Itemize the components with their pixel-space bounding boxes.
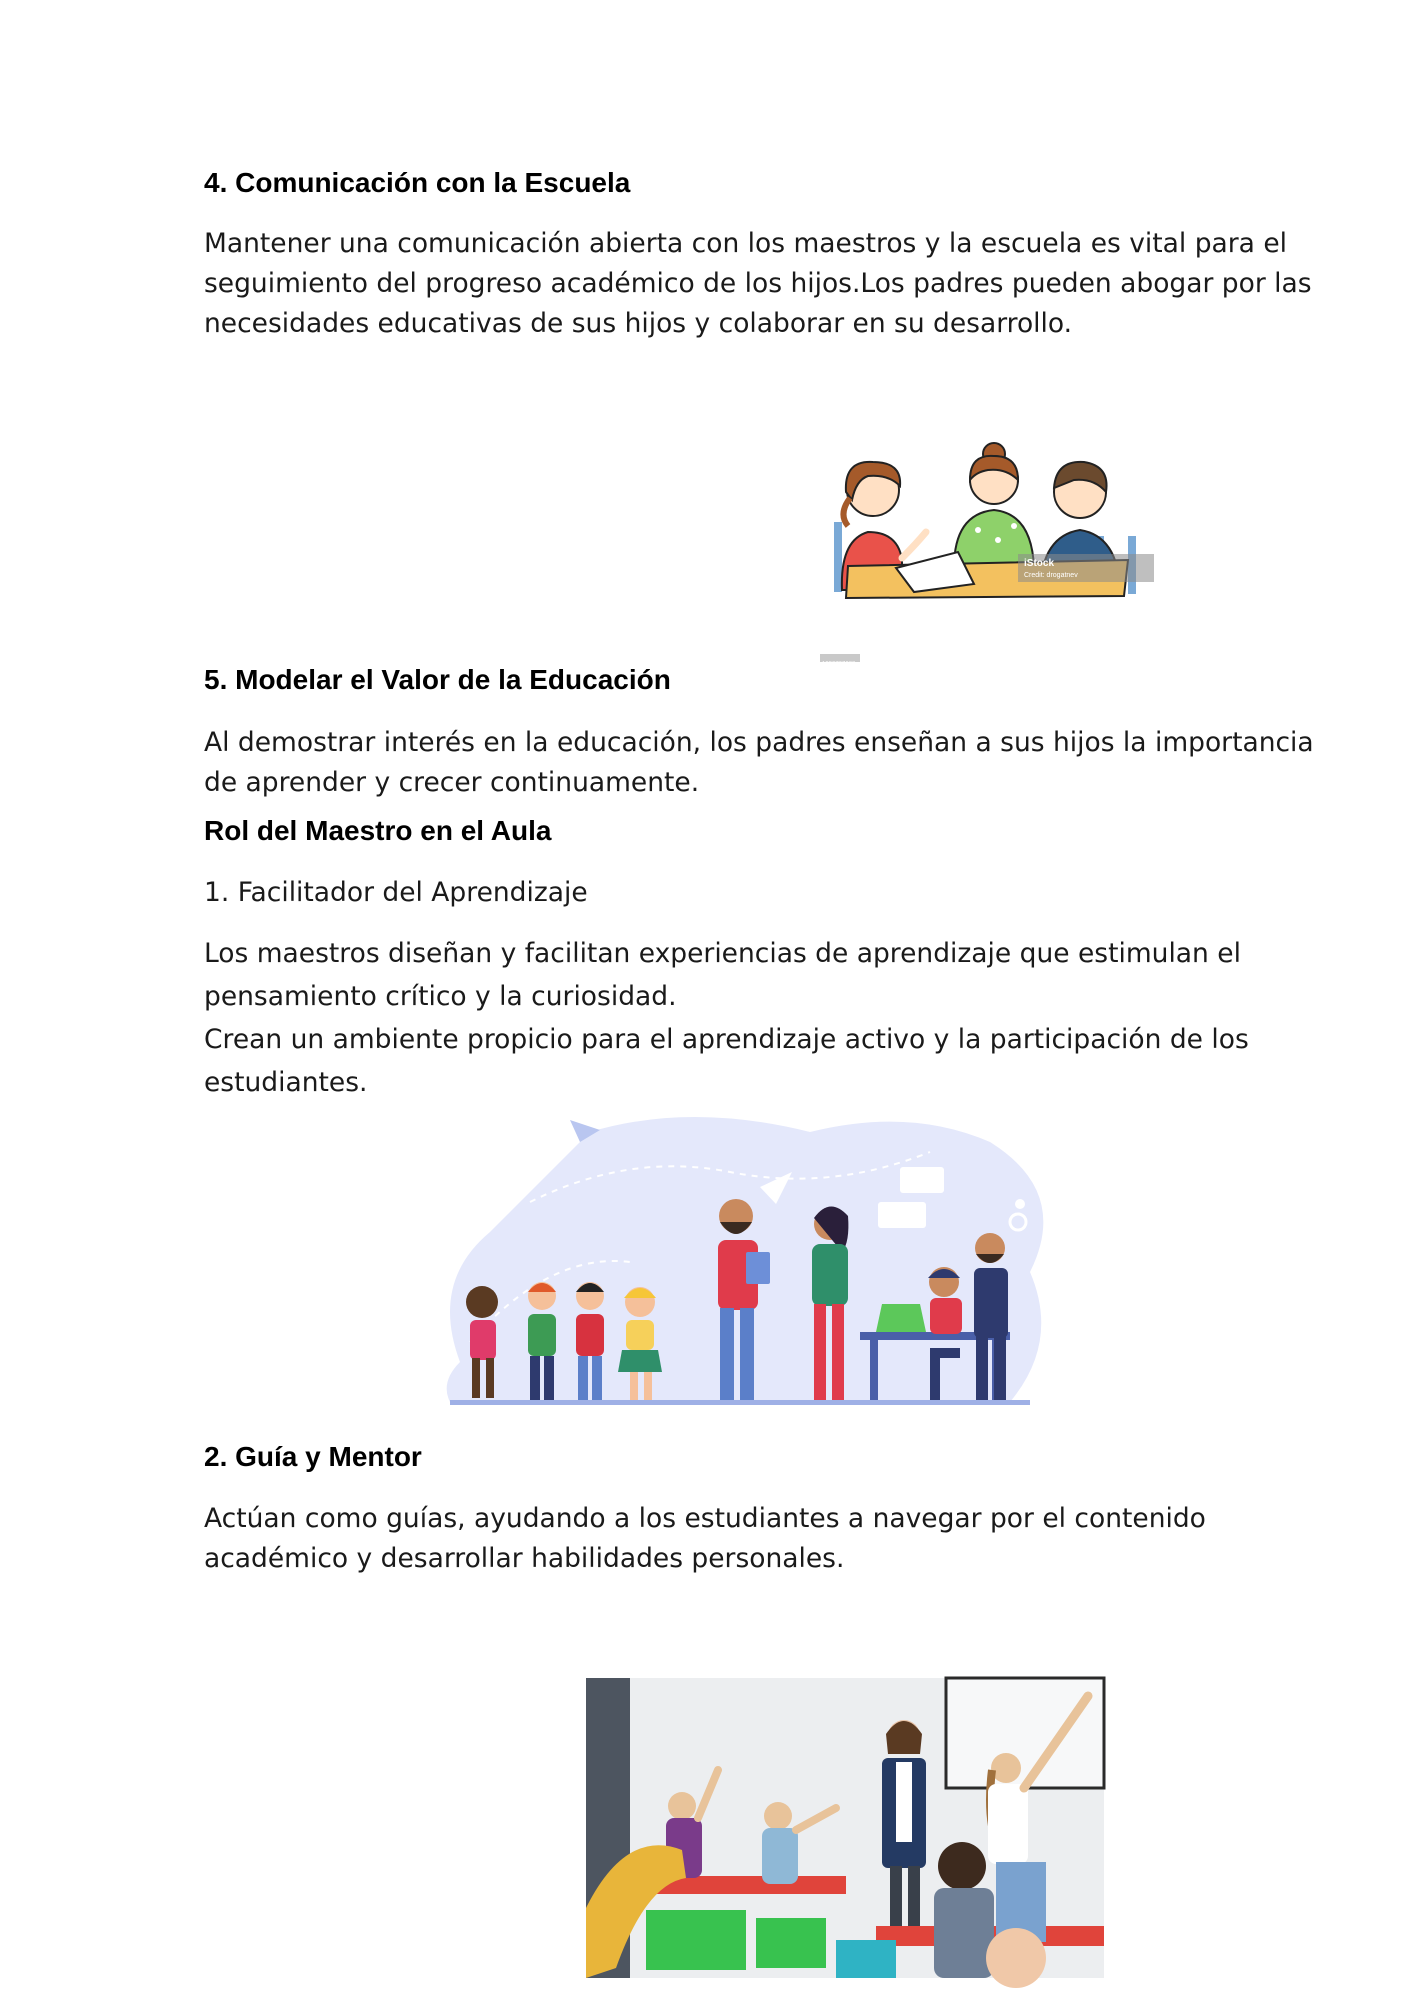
section-4-paragraph (204, 224, 1312, 344)
section-5-heading: 5. Modelar el Valor de la Educación (204, 664, 671, 695)
stock-id-tag (820, 654, 860, 668)
text-line: de aprender y crecer continuamente. (204, 767, 700, 798)
guide-mentor-heading: 2. Guía y Mentor (204, 1441, 422, 1472)
text-line: académico y desarrollar habilidades personales. (204, 1543, 845, 1574)
watermark-credit: Credit: drogatnev (1024, 572, 1078, 579)
text-line: Actúan como guías, ayudando a los estudiantes a navegar por el contenido (204, 1503, 1206, 1534)
teacher-role-heading: Rol del Maestro en el Aula (204, 815, 552, 846)
svg-text:1332767688: 1332767688 (822, 661, 856, 668)
teachers-students-illustration (430, 1112, 1050, 1414)
facilitator-title: 1. Facilitador del Aprendizaje (204, 877, 588, 908)
section-5-paragraph (204, 723, 1314, 803)
text-line: estudiantes. (204, 1067, 368, 1098)
text-line: necesidades educativas de sus hijos y colaborar en su desarrollo. (204, 308, 1073, 339)
section-4-heading: 4. Comunicación con la Escuela (204, 167, 631, 198)
text-line: Al demostrar interés en la educación, los padres enseñan a sus hijos la importancia (204, 727, 1314, 758)
parent-teacher-meeting-illustration (828, 440, 1158, 600)
watermark-brand: iStock (1024, 558, 1055, 569)
text-line: Mantener una comunicación abierta con los maestros y la escuela es vital para el (204, 228, 1287, 259)
text-line: seguimiento del progreso académico de los hijos.Los padres pueden abogar por las (204, 268, 1312, 299)
classroom-photo (586, 1678, 1104, 1978)
text-line: Crean un ambiente propicio para el aprendizaje activo y la participación de los (204, 1024, 1249, 1055)
text-line: pensamiento crítico y la curiosidad. (204, 981, 677, 1012)
guide-mentor-paragraph (204, 1499, 1264, 1579)
text-line: Los maestros diseñan y facilitan experiencias de aprendizaje que estimulan el (204, 938, 1241, 969)
facilitator-paragraph (204, 932, 1264, 1104)
